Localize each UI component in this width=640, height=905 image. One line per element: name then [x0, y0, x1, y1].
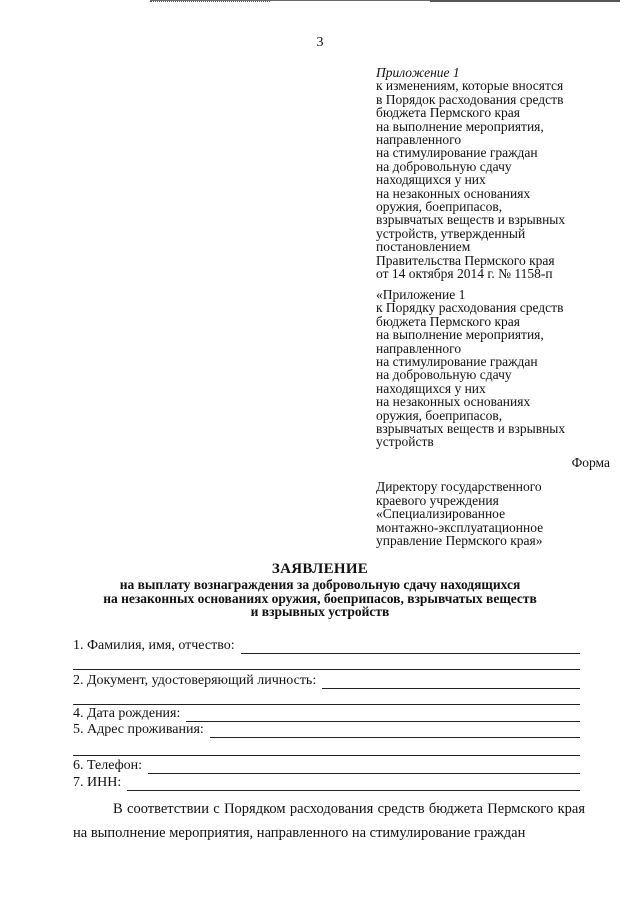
appendix-line: оружия, боеприпасов,	[376, 199, 503, 215]
scan-artifact-top-edge	[150, 0, 620, 5]
addressee-block	[376, 480, 543, 548]
appendix-line: на выполнение мероприятия,	[376, 118, 544, 134]
addressee-line: управление Пермского края»	[376, 533, 543, 549]
full-name-continuation-line[interactable]	[73, 669, 580, 670]
appendix-title: Приложение 1	[376, 65, 460, 80]
birth-date-label: 4. Дата рождения:	[73, 706, 181, 721]
phone-input-line[interactable]	[148, 761, 580, 774]
identity-document-field	[73, 673, 580, 689]
body-paragraph: В соответствии с Порядком расходования средств бюджета Пермского края на выполнение мероприятия, направленного на стимулирование граждан	[73, 801, 585, 841]
address-input-line[interactable]	[210, 725, 580, 738]
address-continuation-line[interactable]	[73, 755, 580, 756]
appendix-original-line: на незаконных основаниях	[376, 394, 531, 410]
phone-label: 6. Телефон:	[73, 758, 143, 773]
appendix-original-line: направленного	[376, 340, 462, 356]
inn-field	[73, 775, 580, 791]
inn-input-line[interactable]	[127, 778, 580, 791]
appendix-line: на стимулирование граждан	[376, 145, 538, 161]
document-subtitle	[0, 578, 640, 619]
full-name-label: 1. Фамилия, имя, отчество:	[73, 638, 235, 653]
addressee-line: краевого учреждения	[376, 492, 499, 508]
scan-artifact-dots	[150, 1, 270, 5]
document-subtitle-line: и взрывных устройств	[250, 604, 390, 620]
appendix-line: к изменениям, которые вносятся	[376, 78, 564, 94]
address-field	[73, 722, 580, 738]
identity-document-label: 2. Документ, удостоверяющий личность:	[73, 673, 317, 688]
appendix-original-line: на добровольную сдачу	[376, 367, 512, 383]
appendix-line: постановлением	[376, 239, 471, 255]
appendix-original-line: оружия, боеприпасов,	[376, 407, 503, 423]
appendix-original-line: устройств	[376, 434, 434, 450]
inn-label: 7. ИНН:	[73, 775, 122, 790]
addressee-line: монтажно-эксплуатационное	[376, 519, 544, 535]
appendix-original-line: взрывчатых веществ и взрывных	[376, 421, 566, 437]
scan-artifact-bar	[430, 0, 620, 2]
identity-document-input-line[interactable]	[322, 676, 580, 689]
appendix-original-header	[376, 288, 616, 449]
document-subtitle-line: на выплату вознаграждения за добровольную сдачу находящихся	[119, 577, 521, 592]
form-label: Форма	[571, 455, 610, 470]
appendix-line: на незаконных основаниях	[376, 185, 531, 201]
appendix-line: от 14 октября 2014 г. № 1158-п	[376, 266, 553, 282]
appendix-line: в Порядок расходования средств	[376, 91, 564, 107]
addressee-line: Директору государственного	[376, 479, 542, 494]
appendix-line: на добровольную сдачу	[376, 158, 512, 174]
full-name-input-line[interactable]	[241, 641, 580, 654]
appendix-original-line: к Порядку расходования средств	[376, 300, 564, 316]
full-name-field	[73, 638, 580, 654]
birth-date-field	[73, 706, 580, 722]
appendix-header	[376, 66, 616, 281]
appendix-line: Правительства Пермского края	[376, 252, 555, 268]
addressee-line: «Специализированное	[376, 506, 506, 522]
address-label: 5. Адрес проживания:	[73, 722, 204, 737]
document-subtitle-line: на незаконных основаниях оружия, боеприпасов, взрывчатых веществ	[103, 590, 537, 606]
appendix-line: взрывчатых веществ и взрывных	[376, 212, 566, 228]
birth-date-input-line[interactable]	[186, 709, 580, 722]
appendix-line: находящихся у них	[376, 172, 486, 188]
appendix-original-line: на стимулирование граждан	[376, 354, 538, 370]
document-title: ЗАЯВЛЕНИЕ	[271, 561, 369, 577]
appendix-original-line: бюджета Пермского края	[376, 313, 520, 329]
appendix-original-line: «Приложение 1	[376, 287, 466, 302]
appendix-original-line: находящихся у них	[376, 380, 486, 396]
identity-document-continuation-line[interactable]	[73, 704, 580, 705]
appendix-original-line: на выполнение мероприятия,	[376, 327, 544, 343]
appendix-line: бюджета Пермского края	[376, 105, 520, 121]
phone-field	[73, 758, 580, 774]
appendix-line: устройств, утвержденный	[376, 225, 526, 241]
appendix-line: направленного	[376, 132, 462, 148]
page-number: 3	[316, 35, 324, 50]
